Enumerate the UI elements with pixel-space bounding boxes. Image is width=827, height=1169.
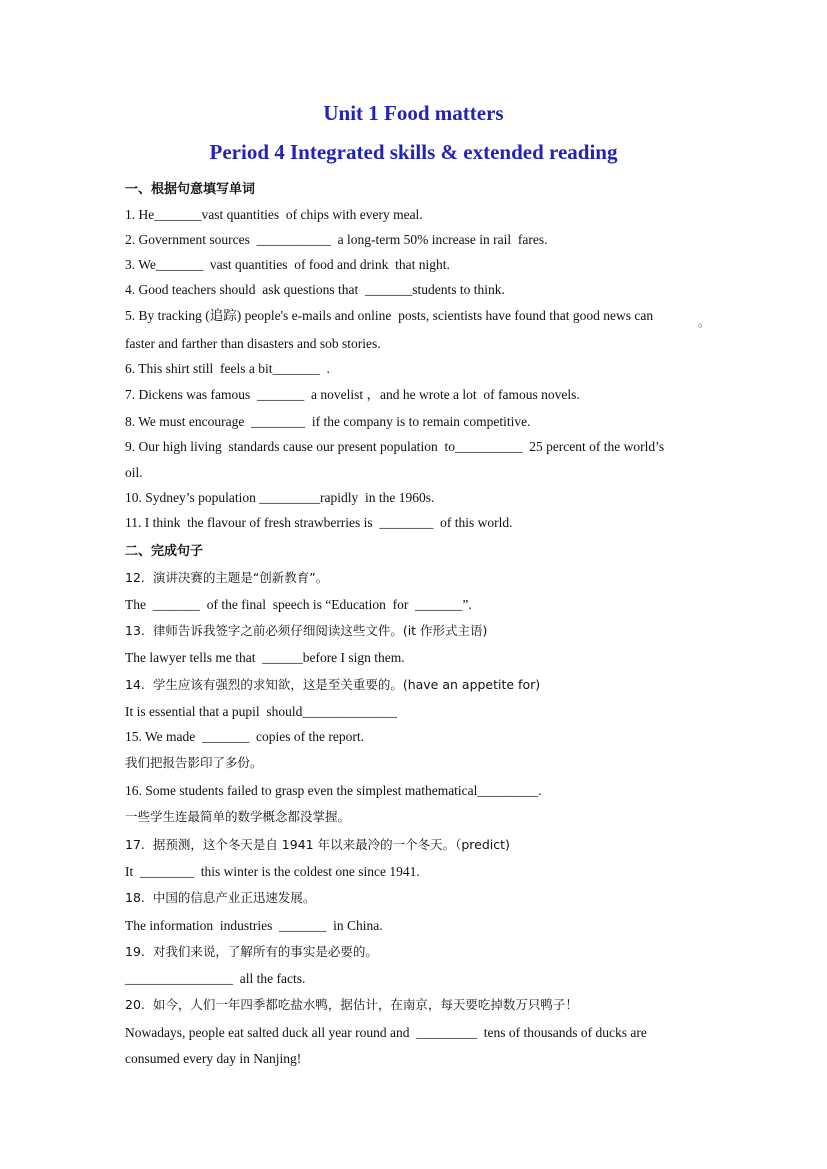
stray-mark: 。 xyxy=(698,315,711,329)
exercise-line: 5. By tracking (追踪) people's e-mails and online posts, scientists have found that good news can xyxy=(125,308,654,323)
exercise-line: 9. Our high living standards cause our present population to__________ 25 percent of the world’s xyxy=(125,439,665,454)
exercise-line: 13. 律师告诉我签字之前必须仔细阅读这些文件。(it 作形式主语) xyxy=(125,623,488,638)
exercise-line: 16. Some students failed to grasp even the simplest mathematical_________. xyxy=(125,783,542,798)
exercise-line: The _______ of the final speech is “Education for _______”. xyxy=(125,597,472,612)
exercise-line: 1. He_______vast quantities of chips with every meal. xyxy=(125,207,423,222)
exercise-line: 2. Government sources ___________ a long-term 50% increase in rail fares. xyxy=(125,232,548,247)
period-title: Period 4 Integrated skills & extended reading xyxy=(209,140,618,164)
exercise-line: faster and farther than disasters and sob stories. xyxy=(125,336,381,351)
exercise-line: 3. We_______ vast quantities of food and drink that night. xyxy=(125,257,450,272)
exercise-line: 我们把报告影印了多份。 xyxy=(125,755,263,770)
section-heading-complete-sentences: 二、完成句子 xyxy=(125,544,204,559)
exercise-line: 一些学生连最简单的数学概念都没掌握。 xyxy=(125,809,351,824)
exercise-line: The lawyer tells me that ______before I sign them. xyxy=(125,650,405,665)
unit-title: Unit 1 Food matters xyxy=(323,101,504,125)
exercise-line: 19. 对我们来说，了解所有的事实是必要的。 xyxy=(125,944,378,959)
exercise-line: 14. 学生应该有强烈的求知欲，这是至关重要的。(have an appetite for) xyxy=(125,677,541,692)
exercise-line: 18. 中国的信息产业正迅速发展。 xyxy=(125,890,316,905)
exercise-line: 20. 如今，人们一年四季都吃盐水鸭，据估计，在南京，每天要吃掉数万只鸭子！ xyxy=(125,997,578,1012)
exercise-line: The information industries _______ in China. xyxy=(125,918,383,933)
exercise-line: oil. xyxy=(125,465,143,480)
exercise-line: 11. I think the flavour of fresh strawberries is ________ of this world. xyxy=(125,515,513,530)
exercise-line: 6. This shirt still feels a bit_______ . xyxy=(125,361,330,376)
exercise-line: Nowadays, people eat salted duck all year round and _________ tens of thousands of ducks are xyxy=(125,1025,647,1040)
exercise-line: 17. 据预测，这个冬天是自 1941 年以来最冷的一个冬天。（predict) xyxy=(125,837,510,852)
exercise-line: consumed every day in Nanjing! xyxy=(125,1051,302,1066)
exercise-line: 12. 演讲决赛的主题是“创新教育”。 xyxy=(125,570,329,585)
exercise-line: ________________ all the facts. xyxy=(125,971,306,986)
exercise-line: It is essential that a pupil should______________ xyxy=(125,704,397,719)
exercise-line: It ________ this winter is the coldest one since 1941. xyxy=(125,864,420,879)
section-heading-fill-words: 一、根据句意填写单词 xyxy=(125,182,256,197)
exercise-line: 7. Dickens was famous _______ a novelist ，and he wrote a lot of famous novels. xyxy=(125,387,580,402)
exercise-line: 8. We must encourage ________ if the company is to remain competitive. xyxy=(125,414,531,429)
exercise-line: 10. Sydney’s population _________rapidly in the 1960s. xyxy=(125,490,435,505)
exercise-line: 4. Good teachers should ask questions that _______students to think. xyxy=(125,282,505,297)
exercise-line: 15. We made _______ copies of the report. xyxy=(125,729,364,744)
